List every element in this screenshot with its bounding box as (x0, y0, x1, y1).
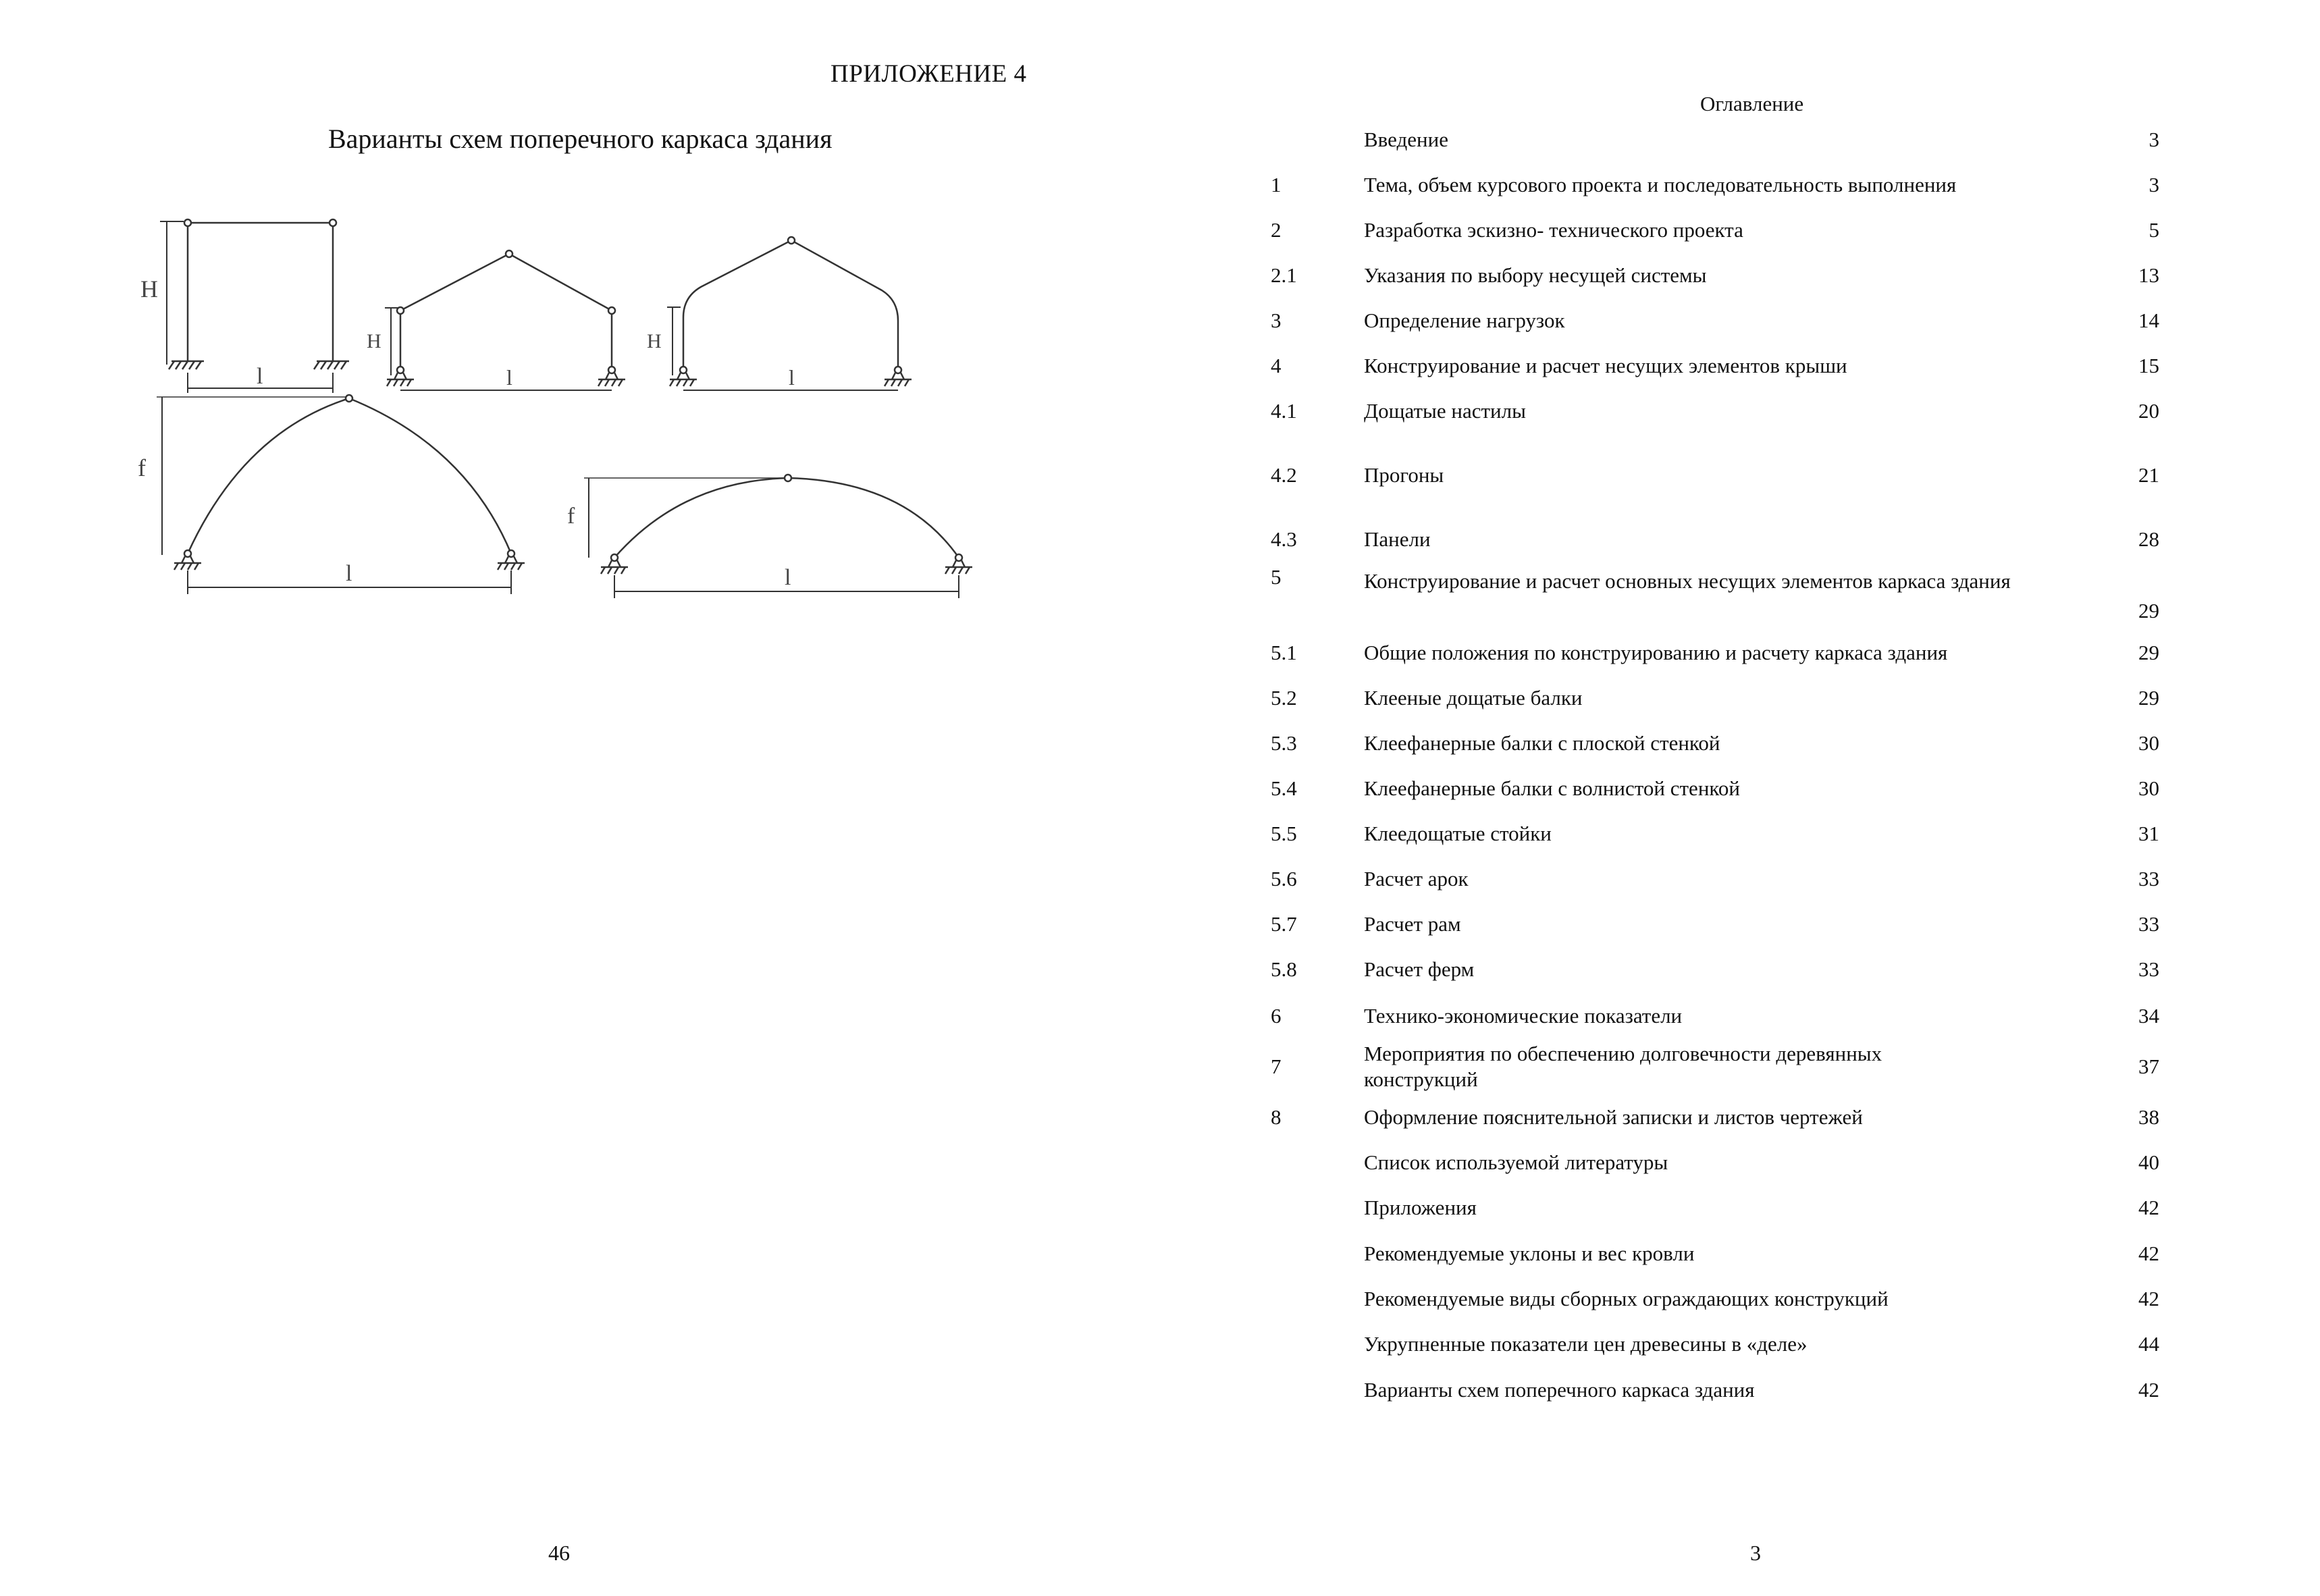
toc-section-number: 4.3 (1271, 527, 1297, 551)
toc-page-number: 3 (2148, 173, 2159, 196)
toc-section-title: Конструирование и расчет несущих элементов крыши (1364, 354, 1847, 377)
toc-section-title: Приложения (1364, 1196, 1477, 1219)
toc-page-number: 14 (2138, 309, 2159, 332)
toc-section-title: Расчет арок (1364, 867, 1469, 890)
scheme-1-span-label: l (257, 364, 263, 389)
toc-page-number: 42 (2138, 1196, 2159, 1219)
toc-section-title: Укрупненные показатели цен древесины в «деле» (1364, 1332, 1808, 1356)
toc-section-title: Технико-экономические показатели (1364, 1004, 1683, 1028)
toc-section-number: 5.5 (1271, 822, 1297, 845)
toc-section-number: 7 (1271, 1055, 1282, 1078)
toc-section-title: Список используемой литературы (1364, 1150, 1668, 1174)
toc-section-number: 5.8 (1271, 957, 1297, 981)
toc-section-title: Клеефанерные балки с плоской стенкой (1364, 731, 1720, 755)
toc-page-number: 5 (2148, 218, 2159, 242)
toc-section-title: Указания по выбору несущей системы (1364, 263, 1707, 287)
toc-section-title: Прогоны (1364, 463, 1444, 487)
toc-section-title: Определение нагрузок (1364, 309, 1565, 332)
toc-section-number: 4.2 (1271, 463, 1297, 487)
toc-page-number: 34 (2138, 1004, 2159, 1028)
toc-section-title: Панели (1364, 527, 1431, 551)
toc-page-number: 20 (2138, 399, 2159, 423)
scheme-curved-knee-frame (647, 237, 912, 390)
toc-page-number: 30 (2138, 731, 2159, 755)
left-page-number: 46 (548, 1541, 570, 1565)
toc-section-number: 5.4 (1271, 776, 1297, 800)
scheme-pointed-arch (138, 395, 525, 594)
toc-section-title: Тема, объем курсового проекта и последовательность выполнения (1364, 173, 1957, 196)
scheme-portal-frame (140, 219, 349, 393)
scheme-4-span-label: l (346, 561, 352, 586)
toc-section-number: 1 (1271, 173, 1282, 196)
toc-section-number: 5.6 (1271, 867, 1297, 890)
toc-page-number: 40 (2138, 1150, 2159, 1174)
right-page (1160, 0, 2320, 1596)
frame-schemes-figure (0, 0, 1160, 648)
toc-section-title: Общие положения по конструированию и расчету каркаса здания (1364, 641, 1948, 664)
toc-page-number: 33 (2138, 957, 2159, 981)
toc-section-number: 5.1 (1271, 641, 1297, 664)
toc-section-number: 6 (1271, 1004, 1282, 1028)
toc-section-number: 4 (1271, 354, 1282, 377)
toc-page-number: 29 (2138, 599, 2159, 622)
toc-section-number: 2 (1271, 218, 1282, 242)
right-page-number: 3 (1750, 1541, 1761, 1565)
toc-section-number: 5.3 (1271, 731, 1297, 755)
scheme-gable-frame (367, 250, 625, 390)
scheme-3-height-label: H (647, 330, 662, 352)
toc-page-number: 31 (2138, 822, 2159, 845)
toc-page-number: 21 (2138, 463, 2159, 487)
toc-page-number: 13 (2138, 263, 2159, 287)
figure-title: Варианты схем поперечного каркаса здания (328, 124, 833, 154)
toc-page-number: 33 (2138, 867, 2159, 890)
toc-section-title: Клеедощатые стойки (1364, 822, 1552, 845)
table-of-contents (1160, 0, 2320, 1485)
toc-section-title: Клееные дощатые балки (1364, 686, 1583, 710)
appendix-title: ПРИЛОЖЕНИЕ 4 (831, 60, 1027, 88)
toc-section-number: 2.1 (1271, 263, 1297, 287)
scheme-2-height-label: H (367, 330, 381, 352)
toc-section-title: Оформление пояснительной записки и листов чертежей (1364, 1105, 1863, 1129)
scheme-segmental-arch (567, 475, 972, 598)
toc-section-title: Расчет ферм (1364, 957, 1475, 981)
toc-page-number: 44 (2138, 1332, 2159, 1356)
toc-page-number: 28 (2138, 527, 2159, 551)
toc-page-number: 29 (2138, 641, 2159, 664)
scheme-2-span-label: l (506, 365, 512, 390)
toc-section-title: Рекомендуемые виды сборных ограждающих конструкций (1364, 1287, 1889, 1310)
toc-heading: Оглавление (1700, 92, 1804, 115)
scheme-1-height-label: H (140, 275, 158, 302)
toc-page-number: 33 (2138, 912, 2159, 936)
toc-section-title: Разработка эскизно- технического проекта (1364, 218, 1743, 242)
toc-section-title: Введение (1364, 128, 1448, 151)
toc-section-number: 3 (1271, 309, 1282, 332)
toc-page-number: 29 (2138, 686, 2159, 710)
toc-section-number: 4.1 (1271, 399, 1297, 423)
toc-section-title: Конструирование и расчет основных несущих элементов каркаса здания (1364, 569, 2011, 593)
toc-section-title: Клеефанерные балки с волнистой стенкой (1364, 776, 1740, 800)
scheme-4-rise-label: f (138, 454, 146, 481)
scheme-5-span-label: l (785, 565, 791, 590)
toc-page-number: 42 (2138, 1242, 2159, 1265)
toc-section-title: Рекомендуемые уклоны и вес кровли (1364, 1242, 1695, 1265)
toc-section-number: 5.2 (1271, 686, 1297, 710)
toc-page-number: 37 (2138, 1055, 2159, 1078)
toc-section-number: 5 (1271, 565, 1282, 589)
toc-page-number: 42 (2138, 1287, 2159, 1310)
toc-section-title: Дощатые настилы (1364, 399, 1526, 423)
toc-page-number: 3 (2148, 128, 2159, 151)
toc-page-number: 42 (2138, 1378, 2159, 1402)
toc-section-number: 8 (1271, 1105, 1282, 1129)
toc-page-number: 38 (2138, 1105, 2159, 1129)
toc-section-number: 5.7 (1271, 912, 1297, 936)
toc-section-title: Мероприятия по обеспечению долговечности деревянных конструкций (1364, 1042, 1882, 1091)
toc-section-title: Варианты схем поперечного каркаса здания (1364, 1378, 1755, 1402)
toc-page-number: 30 (2138, 776, 2159, 800)
toc-page-number: 15 (2138, 354, 2159, 377)
scheme-3-span-label: l (789, 365, 795, 390)
scheme-5-rise-label: f (567, 504, 575, 529)
toc-section-title: Расчет рам (1364, 912, 1461, 936)
